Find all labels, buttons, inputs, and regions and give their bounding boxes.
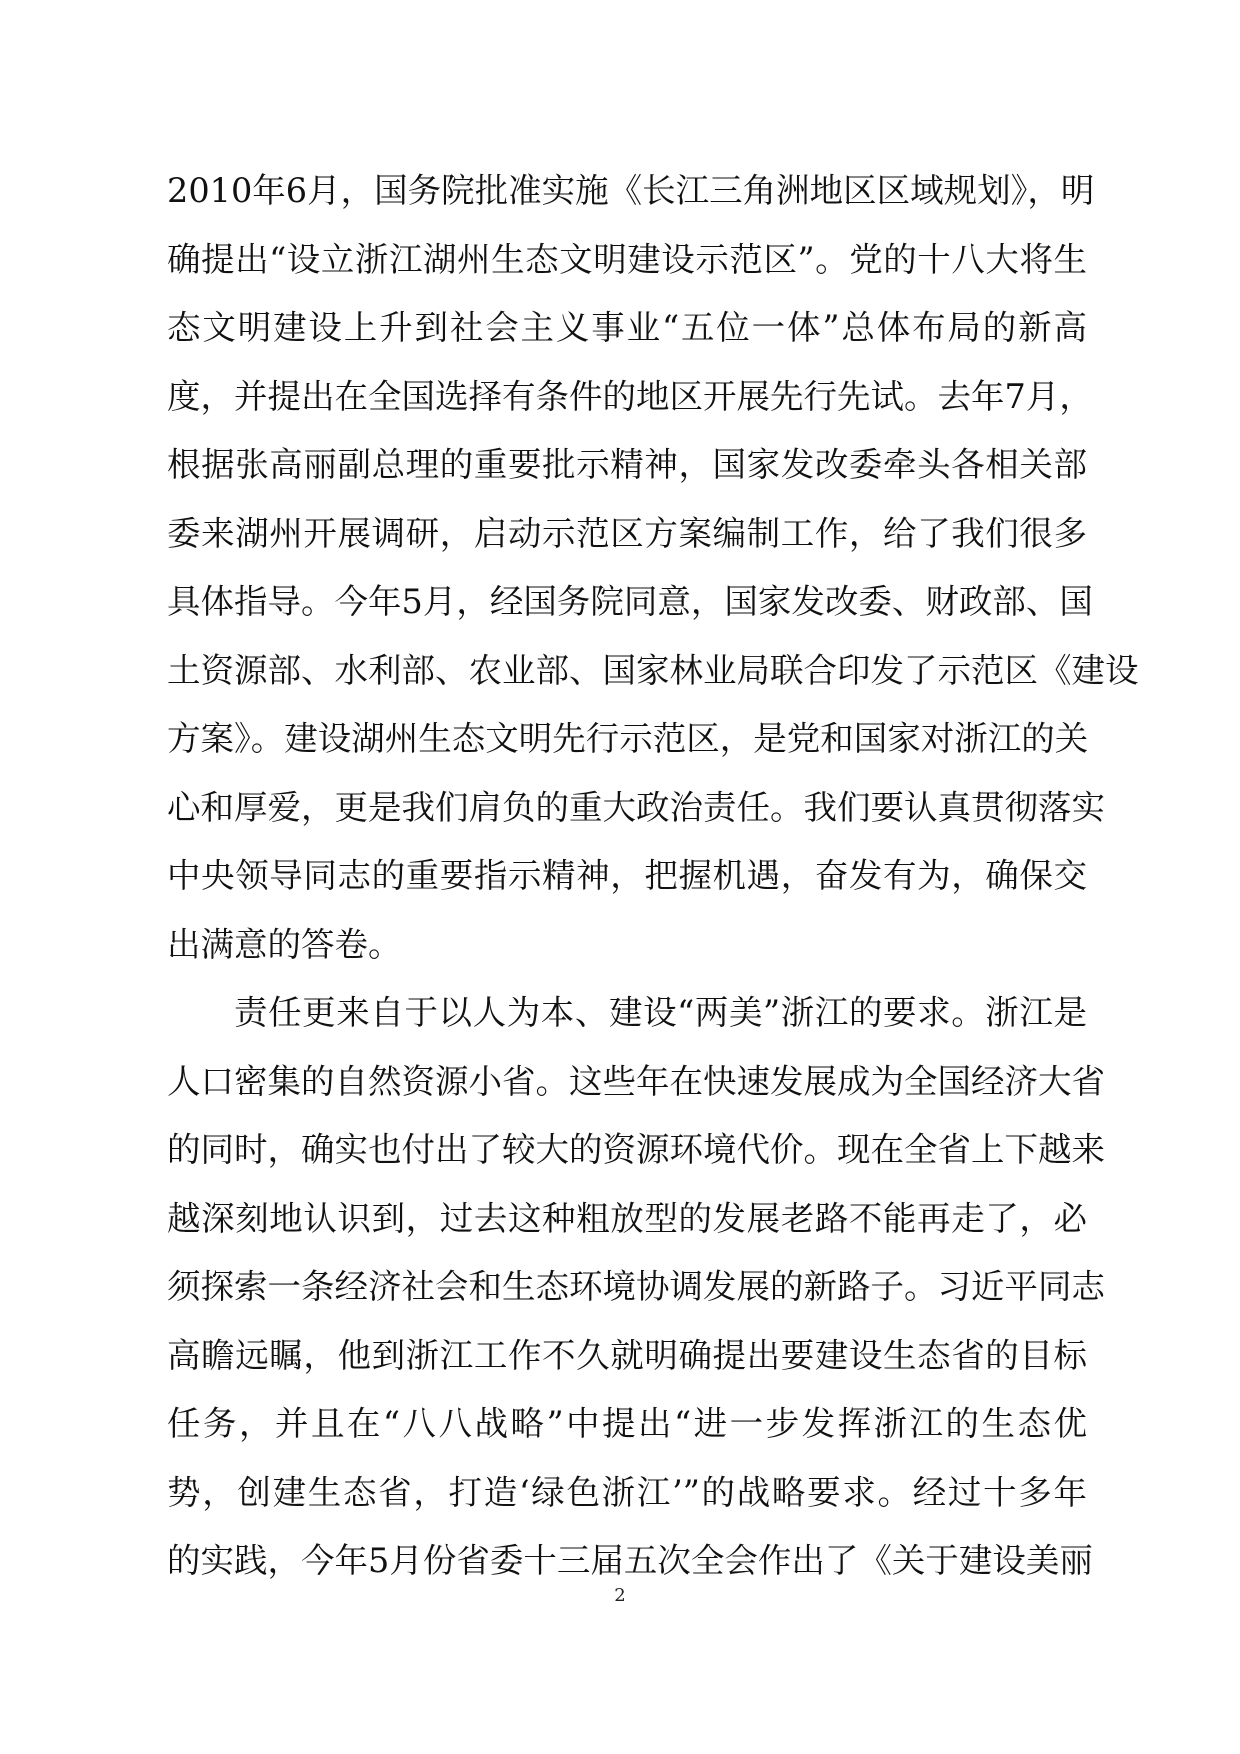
text-line: 中央领导同志的重要指示精神，把握机遇，奋发有为，确保交 xyxy=(167,856,1087,895)
text-line: 土资源部、水利部、农业部、国家林业局联合印发了示范区《建设 xyxy=(167,650,1139,690)
text-line: 委来湖州开展调研，启动示范区方案编制工作，给了我们很多 xyxy=(167,513,1087,553)
text-line: 根据张高丽副总理的重要批示精神，国家发改委牵头各相关部 xyxy=(167,445,1087,484)
text-line: 的实践，今年5月份省委十三届五次全会作出了《关于建设美丽 xyxy=(167,1541,1093,1580)
text-line: 人口密集的自然资源小省。这些年在快速发展成为全国经济大省 xyxy=(167,1061,1105,1101)
text-line: 的同时，确实也付出了较大的资源环境代价。现在全省上下越来 xyxy=(167,1130,1105,1169)
text-line: 高瞻远瞩，他到浙江工作不久就明确提出要建设生态省的目标 xyxy=(167,1335,1087,1375)
text-line: 具体指导。今年5月，经国务院同意，国家发改委、财政部、国 xyxy=(167,582,1093,621)
text-line: 心和厚爱，更是我们肩负的重大政治责任。我们要认真贯彻落实 xyxy=(167,787,1105,827)
text-line: 责任更来自于以人为本、建设“两美”浙江的要求。浙江是 xyxy=(234,993,1087,1032)
paragraph-1 xyxy=(167,157,1139,979)
text-line: 方案》。建设湖州生态文明先行示范区，是党和国家对浙江的关 xyxy=(167,719,1089,758)
paragraph-2 xyxy=(167,979,1105,1596)
text-line: 度，并提出在全国选择有条件的地区开展先行先试。去年7月， xyxy=(167,376,1093,416)
text-line: 态文明建设上升到社会主义事业“五位一体”总体布局的新高 xyxy=(167,308,1087,347)
text-line: 须探索一条经济社会和生态环境协调发展的新路子。习近平同志 xyxy=(167,1267,1105,1306)
text-line: 2010年6月，国务院批准实施《长江三角洲地区区域规划》，明 xyxy=(167,171,1095,210)
body-text xyxy=(167,157,1139,1596)
text-line: 势，创建生态省，打造‘绿色浙江’”的战略要求。经过十多年 xyxy=(167,1472,1087,1512)
page-number: 2 xyxy=(614,1585,626,1606)
text-line: 确提出“设立浙江湖州生态文明建设示范区”。党的十八大将生 xyxy=(167,239,1087,279)
text-line: 出满意的答卷。 xyxy=(167,924,402,964)
text-line: 任务，并且在“八八战略”中提出“进一步发挥浙江的生态优 xyxy=(167,1404,1087,1443)
text-line: 越深刻地认识到，过去这种粗放型的发展老路不能再走了，必 xyxy=(167,1198,1087,1238)
